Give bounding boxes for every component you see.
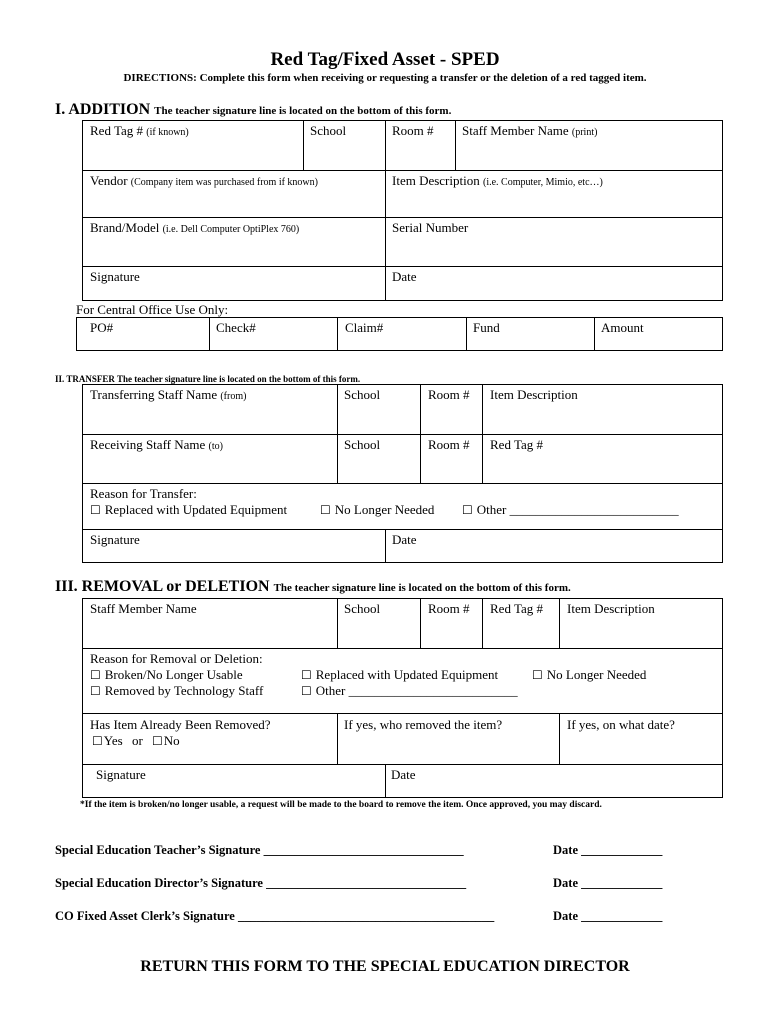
transfer-school-field[interactable]: School <box>344 387 381 402</box>
transfer-room-field[interactable]: Room # <box>428 387 470 402</box>
transfer-red-tag-field[interactable]: Red Tag # <box>490 437 544 452</box>
staff-name-field[interactable] <box>462 123 597 139</box>
divider <box>82 764 723 765</box>
transfer-option-other-label: Other <box>476 502 507 517</box>
section-transfer-title: II. TRANSFER <box>55 374 115 384</box>
item-description-hint: (i.e. Computer, Mimio, etc…) <box>482 177 603 188</box>
staff-name-hint: (print) <box>571 127 598 138</box>
checkbox-icon[interactable]: ☐ <box>152 734 163 748</box>
item-description-label: Item Description <box>392 173 480 188</box>
central-office-heading: For Central Office Use Only: <box>76 302 229 317</box>
divider <box>559 713 560 764</box>
serial-number-field[interactable]: Serial Number <box>392 220 469 235</box>
teacher-date-line[interactable]: Date _____________ <box>553 843 663 857</box>
removed-date-field[interactable]: If yes, on what date? <box>567 717 675 732</box>
footnote: *If the item is broken/no longer usable, a request will be made to the board to remove the item. Once approved, you may discard. <box>80 800 602 810</box>
removed-no-option[interactable] <box>152 733 180 748</box>
check-field[interactable]: Check# <box>216 320 256 335</box>
divider <box>337 713 338 764</box>
removal-option-no-longer-label: No Longer Needed <box>546 667 647 682</box>
divider <box>385 120 386 301</box>
receiving-staff-label: Receiving Staff Name <box>90 437 206 452</box>
divider <box>482 598 483 648</box>
removal-option-broken-label: Broken/No Longer Usable <box>104 667 243 682</box>
transfer-option-no-longer-label: No Longer Needed <box>334 502 435 517</box>
checkbox-icon[interactable]: ☐ <box>462 503 473 517</box>
section-addition-note: The teacher signature line is located on the bottom of this form. <box>154 105 452 117</box>
removal-reason-label: Reason for Removal or Deletion: <box>90 651 263 666</box>
claim-field[interactable]: Claim# <box>345 320 384 335</box>
removal-other-line[interactable]: __________________________ <box>348 683 518 698</box>
who-removed-field[interactable]: If yes, who removed the item? <box>344 717 503 732</box>
addition-date-field[interactable]: Date <box>392 269 417 284</box>
transferring-staff-field[interactable] <box>90 387 246 403</box>
removed-answer-group <box>92 733 180 749</box>
checkbox-icon[interactable]: ☐ <box>320 503 331 517</box>
divider <box>82 434 723 435</box>
transfer-option-other[interactable] <box>462 502 679 518</box>
removal-option-removed-by-tech[interactable] <box>90 683 263 699</box>
removal-room-field[interactable]: Room # <box>428 601 470 616</box>
addition-signature-field[interactable]: Signature <box>90 269 140 284</box>
vendor-field[interactable] <box>90 173 318 189</box>
section-transfer-note: The teacher signature line is located on the bottom of this form. <box>116 374 361 384</box>
directions: DIRECTIONS: Complete this form when receiving or requesting a transfer or the deletion of a red tagged item. <box>123 72 647 84</box>
checkbox-icon[interactable]: ☐ <box>301 684 312 698</box>
form-title: Red Tag/Fixed Asset - SPED <box>270 49 500 70</box>
removal-signature-field[interactable]: Signature <box>96 767 146 782</box>
divider <box>420 598 421 648</box>
item-description-field[interactable] <box>392 173 603 189</box>
divider <box>82 648 723 649</box>
director-date-line[interactable]: Date _____________ <box>553 876 663 890</box>
divider <box>466 317 467 351</box>
clerk-signature-line[interactable]: CO Fixed Asset Clerk’s Signature _________________________________________ <box>55 909 495 923</box>
transferring-staff-hint: (from) <box>220 391 247 402</box>
return-instructions: RETURN THIS FORM TO THE SPECIAL EDUCATION DIRECTOR <box>140 958 630 975</box>
receiving-school-field[interactable]: School <box>344 437 381 452</box>
checkbox-icon[interactable]: ☐ <box>301 668 312 682</box>
removal-staff-field[interactable]: Staff Member Name <box>90 601 197 616</box>
divider <box>82 217 723 218</box>
removal-option-broken[interactable] <box>90 667 243 683</box>
divider <box>455 120 456 170</box>
removal-option-replaced[interactable] <box>301 667 498 683</box>
divider <box>420 384 421 483</box>
school-field[interactable]: School <box>310 123 347 138</box>
divider <box>594 317 595 351</box>
transfer-signature-field[interactable]: Signature <box>90 532 140 547</box>
divider <box>303 120 304 170</box>
transfer-item-description-field[interactable]: Item Description <box>490 387 578 402</box>
staff-name-label: Staff Member Name <box>462 123 569 138</box>
section-removal-note: The teacher signature line is located on the bottom of this form. <box>273 582 571 594</box>
section-addition-title: I. ADDITION <box>55 101 151 118</box>
removal-school-field[interactable]: School <box>344 601 381 616</box>
removal-item-description-field[interactable]: Item Description <box>567 601 655 616</box>
divider <box>385 529 386 563</box>
divider <box>209 317 210 351</box>
removal-date-field[interactable]: Date <box>391 767 416 782</box>
transfer-option-replaced[interactable] <box>90 502 287 518</box>
receiving-staff-field[interactable] <box>90 437 223 453</box>
section-removal-title: III. REMOVAL or DELETION <box>55 578 270 595</box>
transferring-staff-label: Transferring Staff Name <box>90 387 218 402</box>
removal-option-no-longer-needed[interactable] <box>532 667 646 683</box>
divider <box>337 317 338 351</box>
divider <box>337 384 338 483</box>
section-transfer-heading <box>55 374 360 384</box>
removal-option-other-label: Other <box>315 683 346 698</box>
divider <box>82 529 723 530</box>
removed-or-label: or <box>131 733 143 748</box>
red-tag-label: Red Tag # <box>90 123 144 138</box>
checkbox-icon[interactable]: ☐ <box>90 668 101 682</box>
removed-yes-label: Yes <box>103 733 123 748</box>
receiving-staff-hint: (to) <box>208 441 223 452</box>
director-signature-line[interactable]: Special Education Director’s Signature ________________________________ <box>55 876 467 890</box>
clerk-date-line[interactable]: Date _____________ <box>553 909 663 923</box>
transfer-reason-label: Reason for Transfer: <box>90 486 197 501</box>
divider <box>385 764 386 798</box>
removal-option-removed-tech-label: Removed by Technology Staff <box>104 683 264 698</box>
brand-model-field[interactable] <box>90 220 299 236</box>
removed-question: Has Item Already Been Removed? <box>90 717 271 732</box>
removed-yes-option[interactable] <box>92 733 123 748</box>
transfer-option-replaced-label: Replaced with Updated Equipment <box>104 502 288 517</box>
section-addition-heading <box>55 101 451 119</box>
checkbox-icon[interactable]: ☐ <box>90 684 101 698</box>
removal-option-replaced-label: Replaced with Updated Equipment <box>315 667 499 682</box>
divider <box>482 384 483 483</box>
divider <box>82 483 723 484</box>
divider <box>337 598 338 648</box>
divider <box>82 170 723 171</box>
vendor-label: Vendor <box>90 173 128 188</box>
removed-no-label: No <box>163 733 180 748</box>
transfer-date-field[interactable]: Date <box>392 532 417 547</box>
divider <box>82 713 723 714</box>
teacher-signature-line[interactable]: Special Education Teacher’s Signature ________________________________ <box>55 843 464 857</box>
receiving-room-field[interactable]: Room # <box>428 437 470 452</box>
divider <box>82 266 723 267</box>
vendor-hint: (Company item was purchased from if known) <box>130 177 318 188</box>
brand-model-label: Brand/Model <box>90 220 160 235</box>
checkbox-icon[interactable]: ☐ <box>92 734 103 748</box>
fund-field[interactable]: Fund <box>473 320 500 335</box>
removal-option-other[interactable] <box>301 683 518 699</box>
po-field[interactable]: PO# <box>90 320 114 335</box>
red-tag-hint: (if known) <box>146 127 189 138</box>
checkbox-icon[interactable]: ☐ <box>532 668 543 682</box>
section-removal-heading <box>55 578 571 596</box>
transfer-other-line[interactable]: __________________________ <box>509 502 679 517</box>
amount-field[interactable]: Amount <box>601 320 644 335</box>
room-field[interactable]: Room # <box>392 123 434 138</box>
divider <box>559 598 560 648</box>
removal-red-tag-field[interactable]: Red Tag # <box>490 601 544 616</box>
transfer-option-no-longer-needed[interactable] <box>320 502 434 518</box>
brand-model-hint: (i.e. Dell Computer OptiPlex 760) <box>162 224 300 235</box>
checkbox-icon[interactable]: ☐ <box>90 503 101 517</box>
red-tag-field[interactable] <box>90 123 189 139</box>
